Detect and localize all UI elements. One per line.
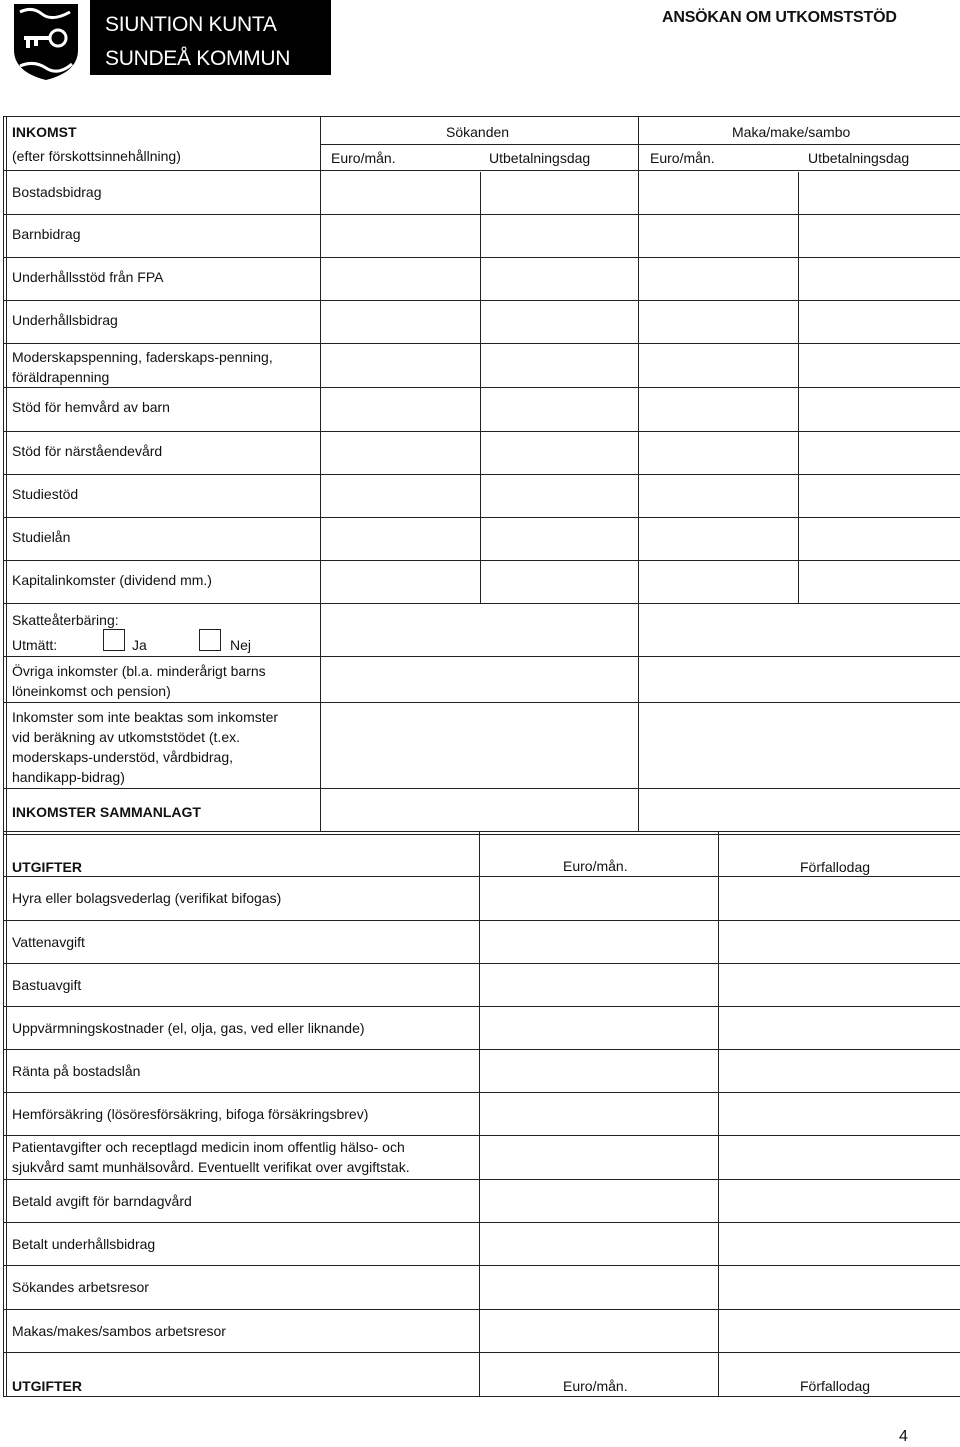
expense-row-label-line2: sjukvård samt munhälsovård. Eventuellt verifikat over avgiftstak. <box>12 1159 410 1175</box>
spouse-paydate-cell-divider <box>798 300 799 343</box>
expense-row-label: Hemförsäkring (lösöresförsäkring, bifoga försäkringsbrev) <box>12 1106 369 1122</box>
spouse-amount-input[interactable] <box>640 519 796 558</box>
spouse-paydate-input[interactable] <box>800 562 958 601</box>
spouse-amount-input[interactable] <box>640 302 796 341</box>
expense-duedate-input[interactable] <box>720 1051 958 1090</box>
spouse-amount-input[interactable] <box>640 605 958 654</box>
expense-amount-input[interactable] <box>481 1094 716 1133</box>
expense-duedate-input[interactable] <box>720 1181 958 1220</box>
applicant-amount-input[interactable] <box>322 259 478 298</box>
spouse-paydate-cell-divider <box>798 387 799 431</box>
applicant-amount-input[interactable] <box>322 216 478 255</box>
spouse-amount-input[interactable] <box>640 216 796 255</box>
expense-row-label: Betalt underhållsbidrag <box>12 1236 156 1252</box>
applicant-amount-input[interactable] <box>322 790 636 829</box>
applicant-amount-input[interactable] <box>322 562 478 601</box>
spouse-amount-input[interactable] <box>640 433 796 472</box>
expenses-left-border-inner <box>6 831 7 1397</box>
excluded-income-label-line2: vid beräkning av utkomststödet (t.ex. <box>12 729 240 745</box>
spouse-paydate-input[interactable] <box>800 389 958 429</box>
spouse-amount-input[interactable] <box>640 704 958 786</box>
applicant-paydate-cell-divider <box>480 214 481 257</box>
expense-row-label: Ränta på bostadslån <box>12 1063 141 1079</box>
applicant-paydate-cell-divider <box>480 387 481 431</box>
income-row-divider <box>3 387 960 388</box>
expense-row-divider <box>3 1222 960 1223</box>
excluded-income-label: Inkomster som inte beaktas som inkomster <box>12 709 279 725</box>
expense-duedate-input[interactable] <box>720 1224 958 1263</box>
expenses-heading: UTGIFTER <box>12 859 82 875</box>
assessed-label: Utmätt: <box>12 637 58 653</box>
applicant-paydate-input[interactable] <box>482 174 636 212</box>
expenses-duedate-heading: Förfallodag <box>800 859 871 875</box>
income-row-divider <box>3 788 960 789</box>
applicant-amount-heading: Euro/mån. <box>331 150 396 166</box>
expense-amount-input[interactable] <box>481 1224 716 1263</box>
expense-row-label: Uppvärmningskostnader (el, olja, gas, ved eller liknande) <box>12 1020 365 1036</box>
expense-duedate-input[interactable] <box>720 1137 958 1177</box>
income-row-label: Moderskapspenning, faderskaps-penning, <box>12 349 273 365</box>
expense-row-label: Patientavgifter och receptlagd medicin inom offentlig hälso- och <box>12 1139 405 1155</box>
applicant-paydate-input[interactable] <box>482 519 636 558</box>
expense-row-divider <box>3 1179 960 1180</box>
applicant-paydate-input[interactable] <box>482 345 636 385</box>
assessed-no-checkbox[interactable] <box>199 629 221 651</box>
applicant-amount-input[interactable] <box>322 345 478 385</box>
income-row-divider <box>3 603 960 604</box>
expense-row-label: Makas/makes/sambos arbetsresor <box>12 1323 226 1339</box>
applicant-paydate-cell-divider <box>480 431 481 474</box>
applicant-paydate-cell-divider <box>480 257 481 300</box>
expense-duedate-input[interactable] <box>720 878 958 918</box>
spouse-paydate-input[interactable] <box>800 433 958 472</box>
expense-amount-input[interactable] <box>481 1137 716 1177</box>
document-title: ANSÖKAN OM UTKOMSTSTÖD <box>662 9 897 26</box>
expense-duedate-input[interactable] <box>720 922 958 961</box>
spouse-amount-input[interactable] <box>640 658 958 700</box>
income-subheading: (efter förskottsinnehållning) <box>12 148 181 164</box>
income-row-label: Barnbidrag <box>12 226 81 242</box>
applicant-paydate-cell-divider <box>480 560 481 603</box>
spouse-paydate-input[interactable] <box>800 216 958 255</box>
income-row-label: Bostadsbidrag <box>12 184 102 200</box>
other-income-label: Övriga inkomster (bl.a. minderårigt barns <box>12 663 266 679</box>
expense-row-divider <box>3 1352 960 1353</box>
applicant-paydate-input[interactable] <box>482 562 636 601</box>
spouse-amount-input[interactable] <box>640 345 796 385</box>
income-row-divider <box>3 656 960 657</box>
expense-row-label: Sökandes arbetsresor <box>12 1279 149 1295</box>
income-row-divider <box>3 702 960 703</box>
spouse-amount-input[interactable] <box>640 389 796 429</box>
spouse-paydate-input[interactable] <box>800 174 958 212</box>
expense-duedate-input[interactable] <box>720 1267 958 1307</box>
expense-row-label: Hyra eller bolagsvederlag (verifikat bifogas) <box>12 890 282 906</box>
spouse-paydate-input[interactable] <box>800 476 958 515</box>
spouse-amount-input[interactable] <box>640 790 958 829</box>
applicant-paydate-cell-divider <box>480 172 481 214</box>
tax-refund-label: Skatteåterbäring: <box>12 612 119 628</box>
applicant-paydate-input[interactable] <box>482 302 636 341</box>
applicant-amount-input[interactable] <box>322 433 478 472</box>
income-row-divider <box>3 560 960 561</box>
expense-amount-input[interactable] <box>481 965 716 1004</box>
spouse-paydate-cell-divider <box>798 214 799 257</box>
income-header-bottom-border <box>3 170 960 171</box>
expense-amount-input[interactable] <box>481 1181 716 1220</box>
spouse-paydate-cell-divider <box>798 172 799 214</box>
applicant-column-heading: Sökanden <box>446 124 510 140</box>
spouse-paydate-cell-divider <box>798 517 799 560</box>
income-row-divider <box>3 517 960 518</box>
expense-row-divider <box>3 1049 960 1050</box>
income-row-label: Kapitalinkomster (dividend mm.) <box>12 572 212 588</box>
expense-amount-input[interactable] <box>481 878 716 918</box>
excluded-income-label-line3: moderskaps-understöd, vårdbidrag, <box>12 749 234 765</box>
expenses-bottom-border <box>3 1396 960 1397</box>
spouse-paydate-heading: Utbetalningsdag <box>808 150 910 166</box>
applicant-paydate-heading: Utbetalningsdag <box>489 150 591 166</box>
expenses-col-divider-amount <box>718 831 719 1397</box>
expense-row-label: Betald avgift för barndagvård <box>12 1193 192 1209</box>
applicant-amount-input[interactable] <box>322 704 636 786</box>
expenses-left-border <box>3 831 4 1397</box>
applicant-paydate-cell-divider <box>480 517 481 560</box>
assessed-no-label: Nej <box>230 637 252 653</box>
spouse-amount-heading: Euro/mån. <box>650 150 715 166</box>
expense-row-divider <box>3 1092 960 1093</box>
expense-amount-input[interactable] <box>481 1008 716 1047</box>
income-row-label: Studielån <box>12 529 71 545</box>
expense-row-divider <box>3 1135 960 1136</box>
applicant-amount-input[interactable] <box>322 389 478 429</box>
applicant-paydate-input[interactable] <box>482 389 636 429</box>
expenses-footer-duedate-heading: Förfallodag <box>800 1378 871 1394</box>
spouse-amount-input[interactable] <box>640 562 796 601</box>
income-total-label: INKOMSTER SAMMANLAGT <box>12 804 201 820</box>
applicant-paydate-cell-divider <box>480 343 481 387</box>
expenses-amount-heading: Euro/mån. <box>563 858 628 874</box>
expenses-footer-amount-heading: Euro/mån. <box>563 1378 628 1394</box>
applicant-amount-input[interactable] <box>322 658 636 700</box>
expenses-header-bottom-border <box>3 876 960 877</box>
expense-row-divider <box>3 963 960 964</box>
income-row-divider <box>3 343 960 344</box>
spouse-paydate-cell-divider <box>798 431 799 474</box>
municipality-name-finnish: SIUNTION KUNTA <box>105 13 277 36</box>
expense-amount-input[interactable] <box>481 1267 716 1307</box>
expense-amount-input[interactable] <box>481 922 716 961</box>
spouse-amount-input[interactable] <box>640 476 796 515</box>
assessed-yes-label: Ja <box>132 637 147 653</box>
expense-duedate-input[interactable] <box>720 1094 958 1133</box>
excluded-income-label-line4: handikapp-bidrag) <box>12 769 125 785</box>
assessed-yes-checkbox[interactable] <box>103 629 125 651</box>
income-row-label: Underhållsbidrag <box>12 312 118 328</box>
applicant-paydate-cell-divider <box>480 300 481 343</box>
spouse-paydate-cell-divider <box>798 343 799 387</box>
income-top-border <box>3 116 960 117</box>
expense-row-divider <box>3 1309 960 1310</box>
applicant-paydate-input[interactable] <box>482 259 636 298</box>
applicant-amount-input[interactable] <box>322 605 636 654</box>
page-number: 4 <box>899 1428 908 1445</box>
expense-duedate-input[interactable] <box>720 1008 958 1047</box>
expense-duedate-input[interactable] <box>720 1311 958 1350</box>
income-subheader-divider <box>320 144 960 145</box>
expense-duedate-input[interactable] <box>720 965 958 1004</box>
income-heading: INKOMST <box>12 124 77 140</box>
expenses-top-border-inner <box>3 834 960 835</box>
spouse-column-heading: Maka/make/sambo <box>732 124 851 140</box>
income-row-divider <box>3 474 960 475</box>
income-row-label: Studiestöd <box>12 486 79 502</box>
municipal-crest-icon <box>12 2 80 82</box>
spouse-paydate-input[interactable] <box>800 302 958 341</box>
expenses-footer-heading: UTGIFTER <box>12 1378 82 1394</box>
income-row-divider <box>3 257 960 258</box>
applicant-amount-input[interactable] <box>322 302 478 341</box>
income-row-label-line2: föräldrapenning <box>12 369 110 385</box>
applicant-paydate-input[interactable] <box>482 216 636 255</box>
spouse-amount-input[interactable] <box>640 259 796 298</box>
municipality-name-swedish: SUNDEÅ KOMMUN <box>105 47 291 70</box>
expense-row-label: Bastuavgift <box>12 977 82 993</box>
applicant-paydate-cell-divider <box>480 474 481 517</box>
municipality-name-banner <box>90 0 331 75</box>
other-income-label-line2: löneinkomst och pension) <box>12 683 171 699</box>
spouse-paydate-cell-divider <box>798 560 799 603</box>
spouse-paydate-cell-divider <box>798 257 799 300</box>
spouse-paydate-cell-divider <box>798 474 799 517</box>
expense-row-divider <box>3 920 960 921</box>
applicant-paydate-input[interactable] <box>482 476 636 515</box>
applicant-amount-input[interactable] <box>322 476 478 515</box>
income-row-divider <box>3 431 960 432</box>
income-row-divider <box>3 214 960 215</box>
income-row-label: Underhållsstöd från FPA <box>12 269 164 285</box>
expenses-col-divider-label <box>479 831 480 1397</box>
income-row-label: Stöd för hemvård av barn <box>12 399 170 415</box>
expenses-top-border <box>3 831 960 832</box>
expense-row-label: Vattenavgift <box>12 934 85 950</box>
applicant-amount-input[interactable] <box>322 519 478 558</box>
expense-row-divider <box>3 1006 960 1007</box>
applicant-paydate-input[interactable] <box>482 433 636 472</box>
applicant-amount-input[interactable] <box>322 174 478 212</box>
spouse-paydate-input[interactable] <box>800 345 958 385</box>
income-row-divider <box>3 300 960 301</box>
expense-row-divider <box>3 1265 960 1266</box>
expense-amount-input[interactable] <box>481 1051 716 1090</box>
spouse-paydate-input[interactable] <box>800 519 958 558</box>
income-row-label: Stöd för närståendevård <box>12 443 163 459</box>
spouse-paydate-input[interactable] <box>800 259 958 298</box>
expense-amount-input[interactable] <box>481 1311 716 1350</box>
spouse-amount-input[interactable] <box>640 174 796 212</box>
